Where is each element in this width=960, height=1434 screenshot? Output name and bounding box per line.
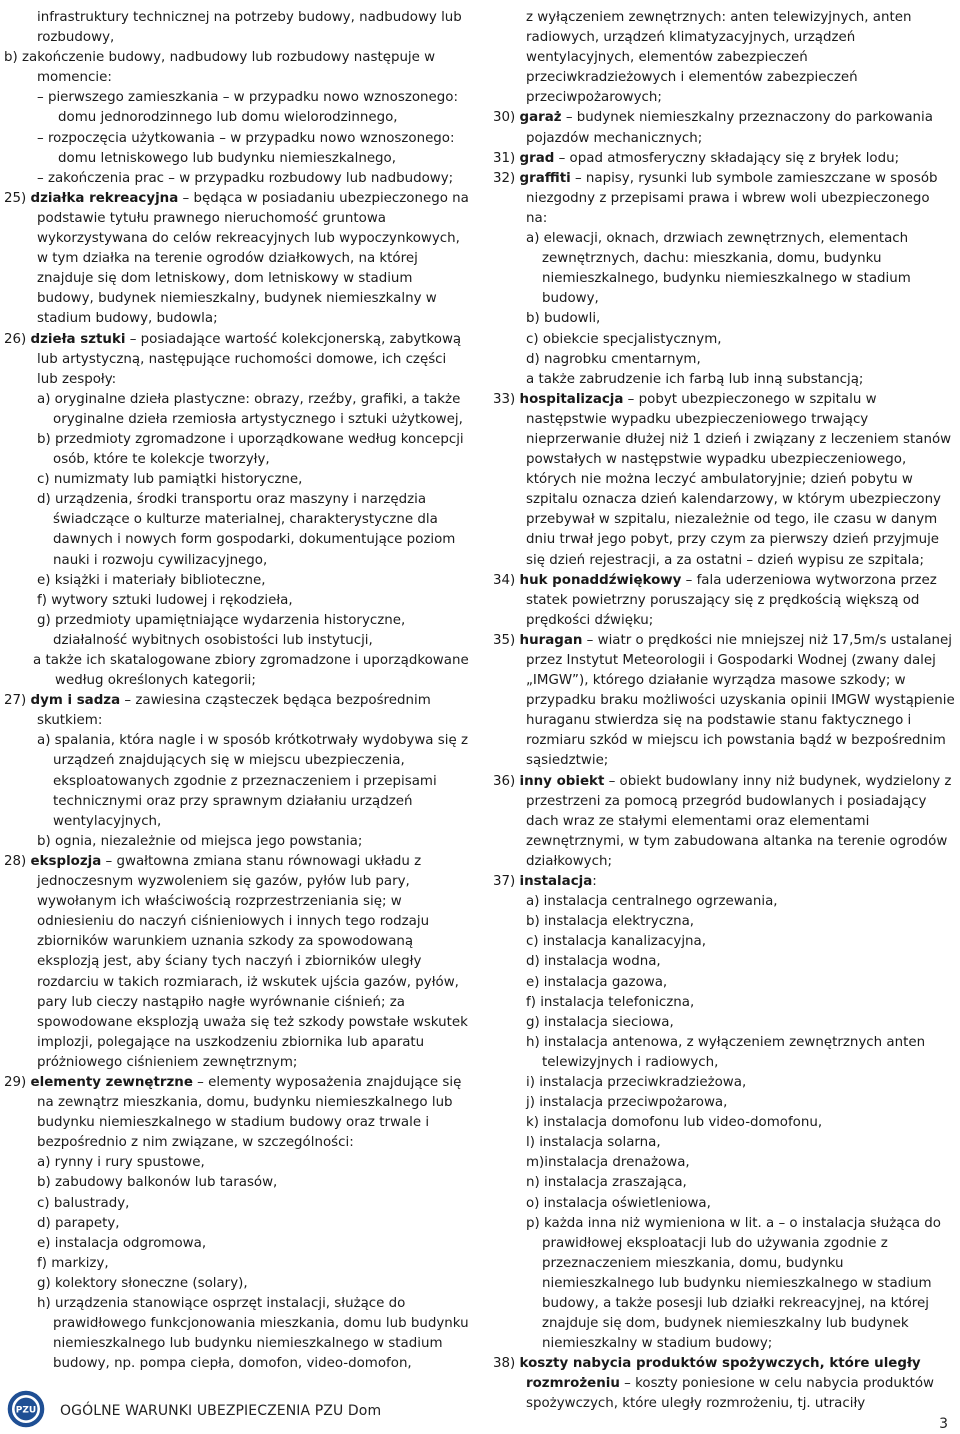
list-item: b) budowli, [526, 311, 601, 327]
list-item: a) elewacji, oknach, drzwiach zewnętrznych, elementach zewnętrznych, dachu: mieszkania, domu, budynku niemieszkalnego, budynku niemieszkalnego w stadium budowy, [526, 231, 911, 307]
page-number: 3 [939, 1416, 948, 1432]
definition-term: eksplozja [30, 853, 102, 869]
list-item: e) książki i materiały biblioteczne, [37, 572, 266, 588]
paragraph: a także zabrudzenie ich farbą lub inną substancją; [526, 371, 864, 387]
definition-item: 28) eksplozja – gwałtowna zmiana stanu równowagi układu z jednoczesnym wyzwoleniem się gazów, pyłów lub pary, wywołanym ich właściwością rozprzestrzeniania się; w odniesieniu do naczyń ciśnieniowych i innych tego rodzaju zbiorników warunkiem uznania szkody za spowodowaną eksplozją jest, aby ściany tych naczyń i zbiorników uległy rozdarciu w takich rozmiarach, iż wskutek ujścia gazów, pyłów, pary lub cieczy nastąpiło nagłe wyrównanie ciśnień; za spowodowane eksplozją uważa się też szkody powstałe wskutek implozji, polegające na uszkodzeniu zbiornika lub aparatu próżniowego ciśnieniem zewnętrznym; [4, 853, 468, 1070]
definition-term: instalacja [519, 874, 593, 890]
list-item: c) obiekcie specjalistycznym, [526, 331, 722, 347]
list-item: a) oryginalne dzieła plastyczne: obrazy, rzeźby, grafiki, a także oryginalne dzieła rzemiosła artystycznego i sztuki użytkowej, [37, 391, 463, 427]
definition-term: koszty nabycia produktów spożywczych, które uległy rozmrożeniu [519, 1356, 921, 1392]
list-item: p) każda inna niż wymieniona w lit. a – o instalacja służąca do prawidłowej eksploatacji lub do używania zgodnie z przeznaczeniem mieszkania, domu, budynku niemieszkalnego lub budynku niemieszkalnego w stadium budowy, a także posesji lub działki rekreacyjnej, na której znajduje się dom, budynek niemieszkalny lub budynek niemieszkalny w stadium budowy; [526, 1215, 941, 1352]
list-item: n) instalacja zraszająca, [526, 1175, 687, 1191]
left-column [4, 8, 470, 1374]
definition-item: 36) inny obiekt – obiekt budowlany inny niż budynek, wydzielony z przestrzeni za pomocą przegród budowlanych i posiadający dach wraz ze stałymi elementami oraz elementami zewnętrznymi, w tym zabudowana altanka na terenie ogrodów działkowych; [493, 773, 952, 869]
paragraph: z wyłączeniem zewnętrznych: anten telewizyjnych, anten radiowych, urządzeń klimatyzacyjnych, urządzeń wentylacyjnych, elementów zabezpieczeń przeciwkradzieżowych i elementów zabezpieczeń przeciwpożarowych; [526, 10, 912, 106]
bullet-item: – pierwszego zamieszkania – w przypadku nowo wznoszonego: domu jednorodzinnego lub domu wielorodzinnego, [37, 90, 458, 126]
list-item: f) markizy, [37, 1255, 109, 1271]
paragraph: infrastruktury technicznej na potrzeby budowy, nadbudowy lub rozbudowy, [37, 10, 462, 46]
paragraph: b) zakończenie budowy, nadbudowy lub rozbudowy następuje w momencie: [4, 50, 436, 86]
definition-term: działka rekreacyjna [30, 190, 179, 206]
list-item: d) instalacja wodna, [526, 954, 661, 970]
list-item: b) zabudowy balkonów lub tarasów, [37, 1175, 278, 1191]
list-item: c) numizmaty lub pamiątki historyczne, [37, 472, 303, 488]
definition-item: 32) graffiti – napisy, rysunki lub symbole zamieszczane w sposób niezgodny z przepisami prawa i wbrew woli ubezpieczonego na: [493, 170, 938, 226]
list-item: a) rynny i rury spustowe, [37, 1155, 205, 1171]
list-item: h) urządzenia stanowiące osprzęt instalacji, służące do prawidłowego funkcjonowania mieszkania, domu lub budynku niemieszkalnego lub budynku niemieszkalnego w stadium budowy, np. pompa ciepła, domofon, video-domofon, [37, 1296, 469, 1372]
list-item: b) przedmioty zgromadzone i uporządkowane według koncepcji osób, które te kolekcje tworzyły, [37, 431, 464, 468]
list-item: c) instalacja kanalizacyjna, [526, 934, 707, 950]
list-item: o) instalacja oświetleniowa, [526, 1195, 711, 1211]
list-item: k) instalacja domofonu lub video-domofonu, [526, 1115, 823, 1131]
definition-item: 26) dzieła sztuki – posiadające wartość kolekcjonerską, zabytkową lub artystyczną, następujące ruchomości domowe, ich części lub zespoły: [4, 331, 462, 387]
definition-item: 38) koszty nabycia produktów spożywczych, które uległy rozmrożeniu – koszty poniesione w celu nabycia produktów spożywczych, które uległy rozmrożeniu, tj. utraciły [493, 1356, 934, 1412]
pzu-logo-icon [7, 1390, 45, 1428]
list-item: g) instalacja sieciowa, [526, 1014, 674, 1030]
definition-item: 27) dym i sadza – zawiesina cząsteczek będąca bezpośrednim skutkiem: [4, 693, 431, 729]
definition-term: elementy zewnętrzne [30, 1074, 193, 1090]
footer-title: OGÓLNE WARUNKI UBEZPIECZENIA PZU Dom [60, 1403, 382, 1419]
definition-term: grad [519, 150, 555, 166]
list-item: f) instalacja telefoniczna, [526, 994, 695, 1010]
definition-item: 25) działka rekreacyjna – będąca w posiadaniu ubezpieczonego na podstawie tytułu prawnego nieruchomość gruntowa wykorzystywana do celów rekreacyjnych lub wypoczynkowych, w tym działka na terenie ogrodów działkowych, na której znajduje się dom letniskowy, dom letniskowy w stadium budowy, budynek niemieszkalny, budynek niemieszkalny w stadium budowy, budowla; [4, 190, 469, 327]
list-item: j) instalacja przeciwpożarowa, [526, 1095, 728, 1111]
definition-item: 33) hospitalizacja – pobyt ubezpieczonego w szpitalu w następstwie wypadku ubezpieczeniowego trwający nieprzerwanie dłużej niż 1 dzień i związany z leczeniem stanów powstałych w następstwie wypadku ubezpieczeniowego, których nie można leczyć ambulatoryjnie; dzień pobytu w szpitalu oznacza dzień kalendarzowy, w którym ubezpieczony przebywał w szpitalu, niezależnie od tego, ile czasu w danym dniu trwał jego pobyt, przy czym za pierwszy dzień przyjmuje się dzień rejestracji, a za ostatni – dzień wypisu ze szpitala; [493, 391, 952, 568]
definition-term: hospitalizacja [519, 391, 624, 407]
paragraph: a także ich skatalogowane zbiory zgromadzone i uporządkowane według określonych kategorii; [33, 653, 469, 689]
list-item: i) instalacja przeciwkradzieżowa, [526, 1074, 747, 1090]
definition-term: huk ponaddźwiękowy [519, 572, 682, 588]
right-column [493, 8, 955, 1415]
definition-item: 34) huk ponaddźwiękowy – fala uderzeniowa wytworzona przez statek powietrzny poruszający się z prędkością większą od prędkości dźwięku; [493, 572, 937, 628]
list-item: d) parapety, [37, 1215, 120, 1231]
list-item: a) instalacja centralnego ogrzewania, [526, 894, 778, 910]
definition-term: huragan [519, 632, 583, 648]
list-item: e) instalacja gazowa, [526, 974, 668, 990]
definition-item: 30) garaż – budynek niemieszkalny przeznaczony do parkowania pojazdów mechanicznych; [493, 110, 933, 146]
list-item: d) nagrobku cmentarnym, [526, 351, 701, 367]
definition-item: 31) grad – opad atmosferyczny składający się z bryłek lodu; [493, 150, 900, 166]
list-item: m)instalacja drenażowa, [526, 1155, 690, 1171]
definition-item: 35) huragan – wiatr o prędkości nie mniejszej niż 17,5m/s ustalanej przez Instytut Meteorologii i Gospodarki Wodnej (zwany dalej „IMGW”), którego działanie wyrządza masowe szkody; w przypadku braku możliwości uzyskania opinii IMGW wystąpienie huraganu stwierdza się na podstawie stanu faktycznego i rozmiaru szkód w miejscu ich powstania bądź w bezpośrednim sąsiedztwie; [493, 632, 955, 769]
definition-term: inny obiekt [519, 773, 605, 789]
definition-term: dym i sadza [30, 693, 121, 709]
page-footer [0, 1390, 960, 1434]
list-item: e) instalacja odgromowa, [37, 1235, 207, 1251]
list-item: g) kolektory słoneczne (solary), [37, 1275, 248, 1291]
list-item: l) instalacja solarna, [526, 1135, 661, 1151]
list-item: g) przedmioty upamiętniające wydarzenia historyczne, działalność wybitnych osobistości lub instytucji, [37, 612, 406, 648]
list-item: f) wytwory sztuki ludowej i rękodzieła, [37, 592, 293, 608]
bullet-item: – rozpoczęcia użytkowania – w przypadku nowo wznoszonego: domu letniskowego lub budynku niemieszkalnego, [37, 130, 455, 166]
logo-text: PZU [15, 1405, 37, 1416]
list-item: d) urządzenia, środki transportu oraz maszyny i narzędzia świadczące o kulturze materialnej, charakterystyczne dla dawnych i nowych form gospodarki, dokumentujące poziom nauki i rozwoju cywilizacyjnego, [37, 492, 456, 568]
list-item: h) instalacja antenowa, z wyłączeniem zewnętrznych anten telewizyjnych i radiowych, [526, 1034, 926, 1070]
definition-term: graffiti [519, 170, 571, 186]
definition-item: 37) instalacja: [493, 874, 597, 890]
definition-term: garaż [519, 110, 562, 126]
definition-item: 29) elementy zewnętrzne – elementy wyposażenia znajdujące się na zewnątrz mieszkania, domu, budynku niemieszkalnego lub budynku niemieszkalnego w stadium budowy oraz trwale i bezpośrednio z nim związane, w szczególności: [4, 1074, 462, 1151]
bullet-item: – zakończenia prac – w przypadku rozbudowy lub nadbudowy; [37, 170, 454, 186]
definition-term: dzieła sztuki [30, 331, 126, 347]
list-item: b) instalacja elektryczna, [526, 914, 695, 930]
list-item: b) ognia, niezależnie od miejsca jego powstania; [37, 833, 363, 849]
list-item: c) balustrady, [37, 1195, 130, 1211]
list-item: a) spalania, która nagle i w sposób krótkotrwały wydobywa się z urządzeń znajdujących się w miejscu ubezpieczenia, eksploatowanych zgodnie z przeznaczeniem i przepisami technicznymi oraz przy sprawnym działaniu urządzeń wentylacyjnych, [37, 733, 468, 829]
